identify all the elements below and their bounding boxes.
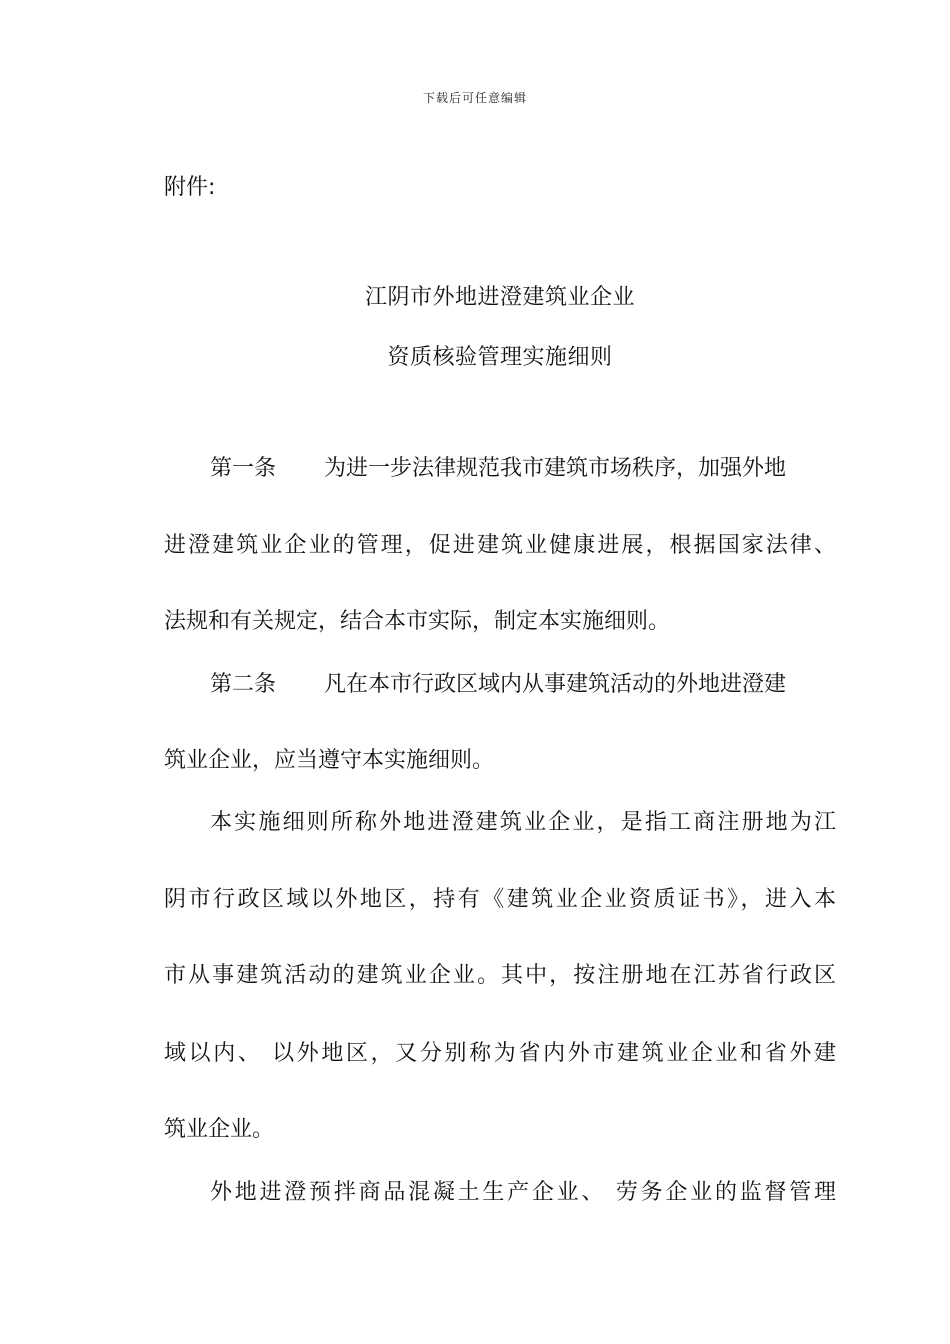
article-1-line-3: 法规和有关规定，结合本市实际，制定本实施细则。 bbox=[164, 609, 671, 634]
article-2-line-2: 筑业企业，应当遵守本实施细则。 bbox=[164, 748, 495, 773]
document-title-line-1: 江阴市外地进澄建筑业企业 bbox=[364, 285, 635, 310]
para-3-line-5: 筑业企业。 bbox=[164, 1117, 275, 1142]
para-3-line-4: 域以内、 以外地区，又分别称为省内外市建筑业企业和省外建 bbox=[164, 1041, 836, 1066]
document-title-line-2: 资质核验管理实施细则 bbox=[387, 345, 613, 370]
article-1-line-1 bbox=[210, 451, 836, 482]
article-1-line-2: 进澄建筑业企业的管理，促进建筑业健康进展，根据国家法律、 bbox=[164, 533, 836, 558]
header-note: 下载后可任意编辑 bbox=[422, 91, 527, 105]
article-1-text-1: 为进一步法律规范我市建筑市场秩序，加强外地 bbox=[324, 456, 787, 481]
article-2-label: 第二条 bbox=[210, 672, 277, 697]
para-3-line-2: 阴市行政区域以外地区，持有《建筑业企业资质证书》，进入本 bbox=[164, 887, 836, 912]
attachment-label: 附件: bbox=[164, 175, 216, 200]
para-3-line-3: 市从事建筑活动的建筑业企业。其中，按注册地在江苏省行政区 bbox=[164, 963, 836, 988]
para-4-line-1: 外地进澄预拌商品混凝土生产企业、 劳务企业的监督管理 bbox=[210, 1180, 836, 1205]
article-2-line-1 bbox=[210, 667, 836, 698]
article-2-text-1: 凡在本市行政区域内从事建筑活动的外地进澄建 bbox=[324, 672, 787, 697]
para-3-line-1: 本实施细则所称外地进澄建筑业企业，是指工商注册地为江 bbox=[210, 810, 836, 835]
article-1-label: 第一条 bbox=[210, 456, 277, 481]
